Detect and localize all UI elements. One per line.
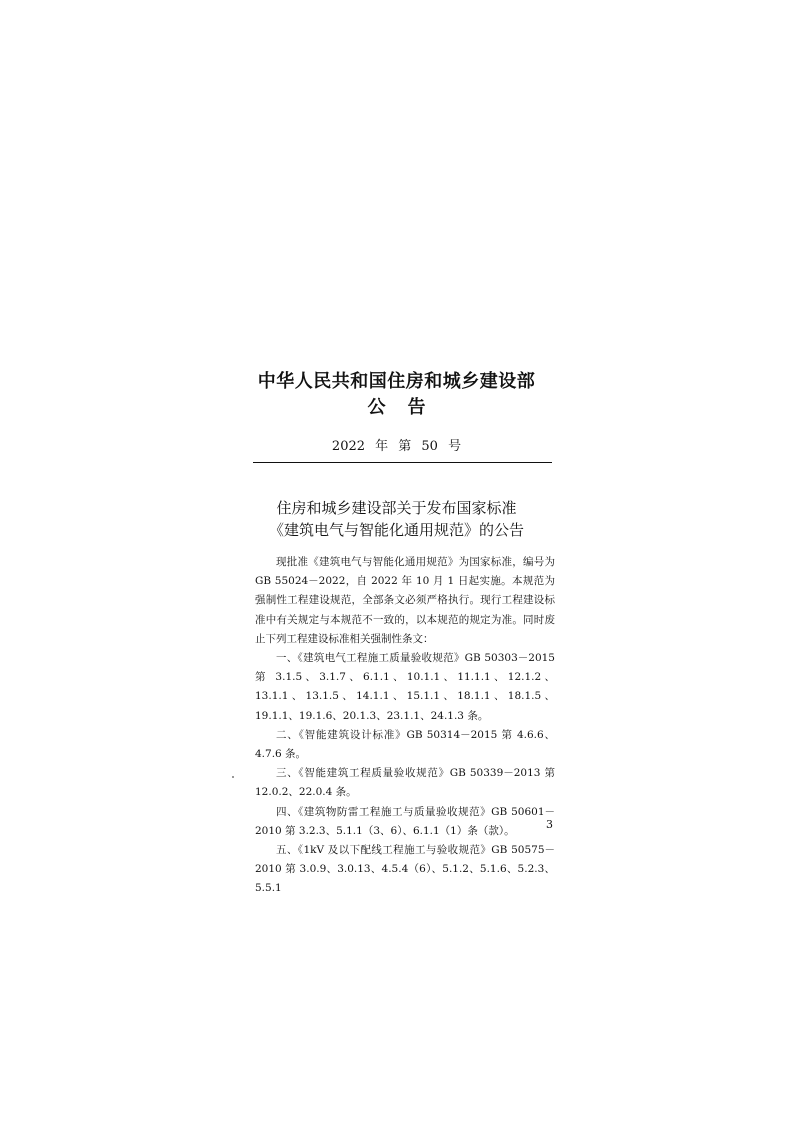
body-paragraph-item-5: 五、《1kV 及以下配线工程施工与验收规范》GB 50575－2010 第 3.0.9、3.0.13、4.5.4（6）、5.1.2、5.1.6、5.2.3、5.5.1 [255,844,555,895]
body-paragraph-item-1: 一、《建筑电气工程施工质量验收规范》GB 50303－2015 第 3.1.5、3.1.7、6.1.1、10.1.1、11.1.1、12.1.2、13.1.1、13.1.5、14.1.1、15.1.1、18.1.1、18.1.5、19.1.1、19.1.6、20.1.3、23.1.1、24.1.3 条。 [255,652,555,722]
scan-speck [232,776,234,778]
header-divider [253,462,552,463]
document-type: 公告 [367,397,448,418]
issue-number: 2022 年 第 50 号 [331,439,462,454]
body-paragraph-intro: 现批准《建筑电气与智能化通用规范》为国家标准，编号为GB 55024－2022，自 2022 年 10 月 1 日起实施。本规范为强制性工程建设规范，全部条文必须严格执行。现行工程建设标准中有关规定与本规范不一致的，以本规范的规定为准。同时废止下列工程建设标准相关强制性条文： [255,556,555,645]
notice-title [0,497,793,541]
issuing-authority: 中华人民共和国住房和城乡建设部 [257,371,536,392]
notice-title-line-1: 住房和城乡建设部关于发布国家标准 [276,499,517,517]
page-number: 3 [546,818,553,831]
body-paragraph-item-4: 四、《建筑物防雷工程施工与质量验收规范》GB 50601－2010 第 3.2.3、5.1.1（3、6）、6.1.1（1）条（款）。 [255,805,555,837]
body-paragraph-item-2: 二、《智能建筑设计标准》GB 50314－2015 第 4.6.6、4.7.6 条。 [255,728,555,761]
notice-body [255,553,555,899]
notice-title-line-2: 《建筑电气与智能化通用规范》的公告 [268,521,524,539]
body-paragraph-item-3: 三、《智能建筑工程质量验收规范》GB 50339－2013 第 12.0.2、22.0.4 条。 [255,767,555,799]
